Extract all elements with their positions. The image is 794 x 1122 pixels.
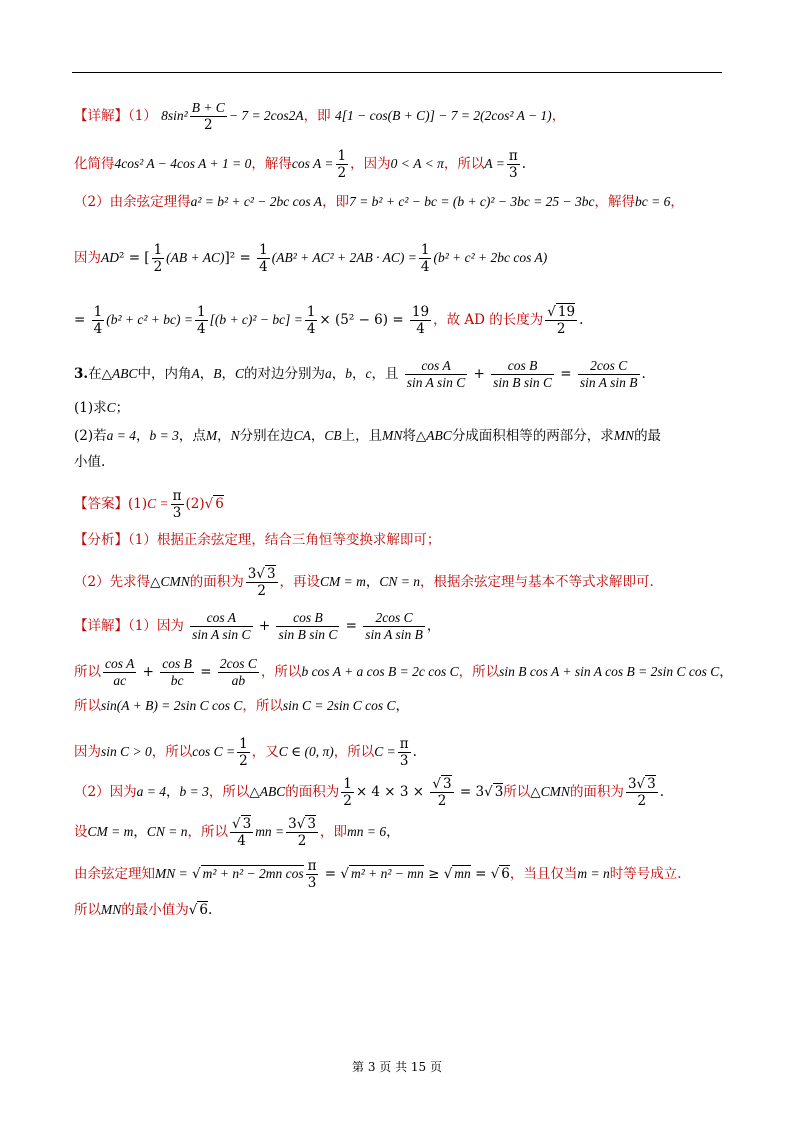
prev-detail-line-1: 【详解】（1） 8sin² $\frac{B + C}{2}$ − 7 = 2cos2A，即 4[1 − cos(B + C)] − 7 = 2(2cos² A − 1)， [74,100,566,133]
detail-line-3: 所以sin(A + B) = 2sin C cos C，所以sin C = 2sin C cos C， [74,698,409,714]
detail-line-1: 【详解】（1）因为 $\frac{\text{cos A}}{\text{sin A sin C}}$ + $\frac{\text{cos B}}{\text{sin B sin C}}$ = $\frac{\text{2cos C}}{\text{sin A sin B}}$ ， [74,610,441,642]
detail-line-5: （2）因为a = 4，b = 3，所以△ABC的面积为 $\frac{1}{2}$ × 4 × 3 × $\frac{√ 3}{2}$ = 3√ 3所以△CMN的面积为 $\frac{3√ 3}{2}$ . [74,776,665,809]
problem-3-stem: 3.在△ABC中，内角A，B，C的对边分别为a，b，c，且 $\frac{\text{cos A}}{\text{sin A sin C}}$ + $\frac{\text{cos B}}{\text{sin B sin C}}$ = $\frac{\text{2cos C}}{\text{sin A sin B}}$ . [74,358,646,390]
page-footer: 第 3 页 共 15 页 [352,1060,442,1074]
answer-line: 【答案】(1)C = $\frac{\pi}{3}$ (2)√ 6 [74,488,224,521]
analysis-line-1: 【分析】（1）根据正余弦定理，结合三角恒等变换求解即可； [74,532,441,548]
detail-line-6: 设CM = m，CN = n，所以 $\frac{√ 3}{4}$ mn = $\frac{3√ 3}{2}$ ，即mn = 6， [74,816,400,849]
detail-line-7: 由余弦定理知MN = √ m² + n² − 2mn cos $\frac{\pi}{3}$ = √ m² + n² − mn ≥ √ mn = √ 6，当且仅当m = n时等号成立. [74,858,682,891]
prev-detail-line-5: = $\frac{1}{4}$ (b² + c² + bc) = $\frac{1}{4}$ [(b + c)² − bc] = $\frac{1}{4}$ × (5² − 6) = $\frac{19}{4}$ ，故 AD 的长度为 $\frac{√ 19}{2}$ . [74,304,584,337]
header-rule [72,72,722,73]
prev-detail-line-4: 因为AD² = [ $\frac{1}{2}$ (AB + AC)]² = $\frac{1}{4}$ (AB² + AC² + 2AB · AC) = $\frac{1}{4}$ (b² + c² + 2bc cos A) [74,242,548,275]
analysis-line-2: （2）先求得△CMN的面积为 $\frac{3√ 3}{2}$ ，再设CM = m，CN = n，根据余弦定理与基本不等式求解即可. [74,566,654,599]
prev-detail-line-3: （2）由余弦定理得a² = b² + c² − 2bc cos A，即7 = b² + c² − bc = (b + c)² − 3bc = 25 − 3bc，解得bc = 6， [74,194,684,210]
detail-line-4: 因为sin C > 0，所以cos C = $\frac{1}{2}$ ，又C ∈ (0, π)，所以C = $\frac{\pi}{3}$ . [74,736,417,769]
detail-line-8: 所以MN的最小值为√ 6. [74,902,213,918]
problem-3-q1: (1)求C； [74,400,130,416]
detail-line-2: 所以 $\frac{\text{cos A}}{ac}$ + $\frac{\text{cos B}}{bc}$ = $\frac{\text{2cos C}}{ab}$ ，所以b cos A + a cos B = 2c cos C，所以sin B cos A + sin A cos B = 2sin C cos C， [74,656,733,688]
prev-detail-line-2: 化简得4cos² A − 4cos A + 1 = 0，解得cos A = $\frac{1}{2}$ ，因为0 < A < π，所以A = $\frac{\pi}{3}$ . [74,148,527,181]
problem-3-q2-cont: 小值. [74,454,106,470]
problem-3-q2: (2)若a = 4，b = 3，点M，N分别在边CA，CB上，且MN将△ABC分成面积相等的两部分，求MN的最 [74,428,662,444]
